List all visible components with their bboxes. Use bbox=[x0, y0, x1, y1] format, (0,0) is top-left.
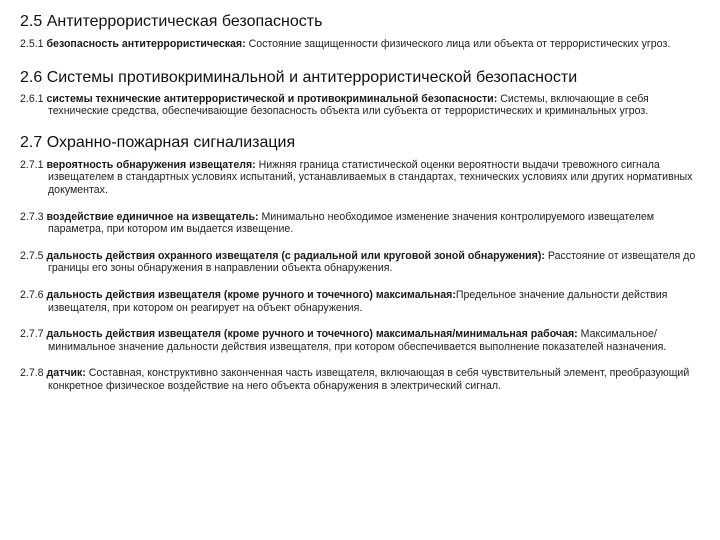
definition-term: безопасность антитеррористическая: bbox=[46, 38, 246, 50]
definition-text: Минимально необходимое изменение значения контролируемого извещателем параметра, при котором им выдается извещение. bbox=[48, 210, 655, 236]
definition-term: датчик: bbox=[46, 367, 86, 380]
definition-text: Системы, включающие в себя технические средства, обеспечивающие безопасность объекта или субъекта от террористических и криминальных угроз. bbox=[48, 92, 649, 118]
definition-term: дальность действия извещателя (кроме ручного и точечного) максимальная/минимальная рабочая: bbox=[46, 328, 578, 341]
definition-term: дальность действия извещателя (кроме ручного и точечного) максимальная: bbox=[46, 288, 456, 301]
definition-term: системы технические антитеррористической и противокриминальной безопасности: bbox=[46, 92, 498, 105]
definition-term: дальность действия охранного извещателя (с радиальной или круговой зоной обнаружения): bbox=[46, 249, 545, 262]
definition-text: Состояние защищенности физического лица или объекта от террористических угроз. bbox=[248, 38, 671, 50]
definition-number: 2.7.6 bbox=[20, 288, 44, 301]
definition-number: 2.7.3 bbox=[20, 210, 44, 223]
definition-number: 2.7.5 bbox=[20, 249, 44, 262]
definition-term: воздействие единичное на извещатель: bbox=[46, 210, 259, 223]
definition-number: 2.7.8 bbox=[20, 367, 44, 380]
document-page bbox=[20, 12, 708, 393]
definition-number: 2.6.1 bbox=[20, 92, 44, 105]
definition-2-7-1 bbox=[20, 159, 708, 197]
definition-2-7-7 bbox=[20, 328, 708, 353]
section-title-2-7: 2.7 Охранно-пожарная сигнализация bbox=[20, 133, 296, 151]
definition-2-7-6 bbox=[20, 289, 708, 314]
definition-2-5-1 bbox=[20, 38, 708, 51]
definition-number: 2.7.1 bbox=[20, 158, 44, 171]
section-title-2-6: 2.6 Системы противокриминальной и антитеррористической безопасности bbox=[20, 68, 578, 86]
definition-text: Расстояние от извещателя до границы его зоны обнаружения в направлении объекта обнаружения. bbox=[48, 249, 696, 275]
definition-text: Предельное значение дальности действия извещателя, при котором он реагирует на объект обнаружения. bbox=[48, 288, 668, 314]
definition-term: вероятность обнаружения извещателя: bbox=[46, 158, 256, 171]
definition-text: Составная, конструктивно законченная часть извещателя, включающая в себя чувствительный элемент, преобразующий конкретное физическое воздействие на него объекта обнаружения в электрический сигнал. bbox=[48, 367, 690, 392]
definition-text: Нижняя граница статистической оценки вероятности выдачи тревожного сигнала извещателем в стандартных условиях испытаний, устанавливаемых в стандартах, технических условиях или других нормативных документах. bbox=[48, 158, 693, 196]
definition-number: 2.5.1 bbox=[20, 38, 44, 50]
definition-text: Максимальное/минимальное значение дальности действия извещателя, при котором обеспечивается выполнение показателей назначения. bbox=[48, 328, 667, 353]
definition-2-6-1 bbox=[20, 93, 708, 118]
definition-2-7-5 bbox=[20, 250, 708, 275]
definition-2-7-8 bbox=[20, 367, 708, 392]
section-title-2-5: 2.5 Антитеррористическая безопасность bbox=[20, 13, 323, 30]
definition-number: 2.7.7 bbox=[20, 328, 44, 341]
definition-2-7-3 bbox=[20, 211, 708, 236]
